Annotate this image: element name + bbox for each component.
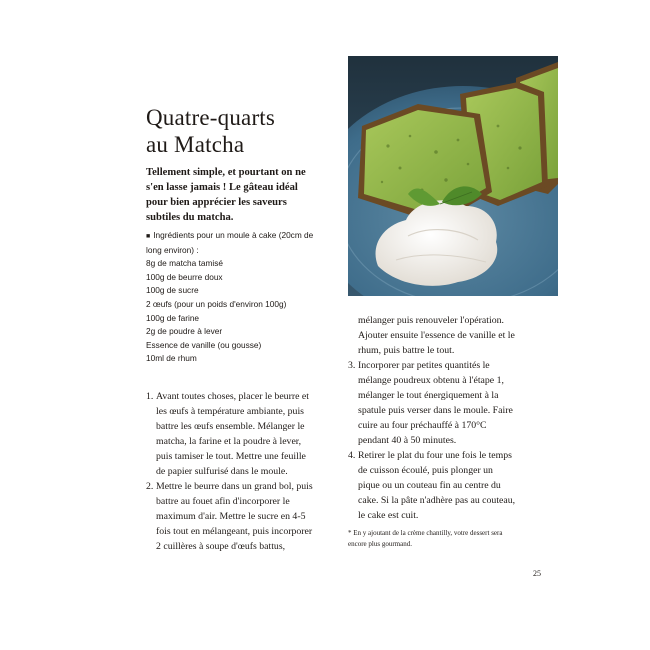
steps-column-left [146, 389, 313, 554]
step-text: Incorporer par petites quantités le mélange poudreux obtenu à l'étape 1, mélanger le tout énergiquement à la spatule puis verser dans le moule. Faire cuire au four préchauffé à 170°C pendant 40 à 50 minutes. [358, 360, 513, 446]
step-item [146, 479, 313, 554]
step-text: Avant toutes choses, placer le beurre et les œufs à température ambiante, puis battre les œufs ensemble. Mélanger le matcha, la farine et la poudre à lever, puis tamiser le tout. Mettre une feuille de papier sulfurisé dans le moule. [156, 391, 309, 477]
step-number: 1. [146, 391, 154, 402]
step-item [348, 448, 516, 523]
footnote: * En y ajoutant de la crème chantilly, votre dessert sera encore plus gourmand. [348, 529, 503, 548]
title-line-2: au Matcha [146, 132, 245, 157]
ingredient-item: Essence de vanille (ou gousse) [146, 339, 262, 350]
matcha-cake-photo [348, 56, 558, 296]
step-number: 4. [348, 450, 356, 461]
steps-column-right [348, 313, 516, 523]
step-text: Mettre le beurre dans un grand bol, puis battre au fouet afin d'incorporer le maximum d'air. Mettre le sucre en 4-5 fois tout en mélangeant, puis incorporer 2 cuillères à soupe d'œufs battus, [156, 481, 313, 552]
ingredients-header-text: Ingrédients pour un moule à cake (20cm de long environ) : [146, 230, 314, 255]
step-item [146, 389, 313, 479]
recipe-intro: Tellement simple, et pourtant on ne s'en lasse jamais ! Le gâteau idéal pour bien apprécier les saveurs subtiles du matcha. [146, 167, 306, 223]
ingredients-list [146, 229, 321, 366]
step-item [348, 358, 516, 448]
square-bullet-icon: ■ [146, 233, 151, 240]
step-2-continued: mélanger puis renouveler l'opération. Ajouter ensuite l'essence de vanille et le rhum, puis battre le tout. [358, 315, 515, 356]
ingredient-item: 10ml de rhum [146, 353, 197, 364]
ingredient-item: 8g de matcha tamisé [146, 258, 224, 269]
title-line-1: Quatre-quarts [146, 105, 276, 130]
step-number: 3. [348, 360, 356, 371]
ingredient-item: 2g de poudre à lever [146, 326, 223, 337]
recipe-title [146, 104, 336, 158]
ingredient-item: 2 œufs (pour un poids d'environ 100g) [146, 298, 287, 309]
step-number: 2. [146, 481, 154, 492]
page-number: 25 [533, 569, 541, 578]
ingredient-item: 100g de sucre [146, 285, 199, 296]
step-text: Retirer le plat du four une fois le temps de cuisson écoulé, puis plonger un pique ou un couteau fin au centre du cake. Si la pâte n'adhère pas au couteau, le cake est cuit. [358, 450, 516, 521]
ingredients-header [146, 229, 321, 257]
ingredient-item: 100g de beurre doux [146, 271, 223, 282]
ingredient-item: 100g de farine [146, 312, 200, 323]
